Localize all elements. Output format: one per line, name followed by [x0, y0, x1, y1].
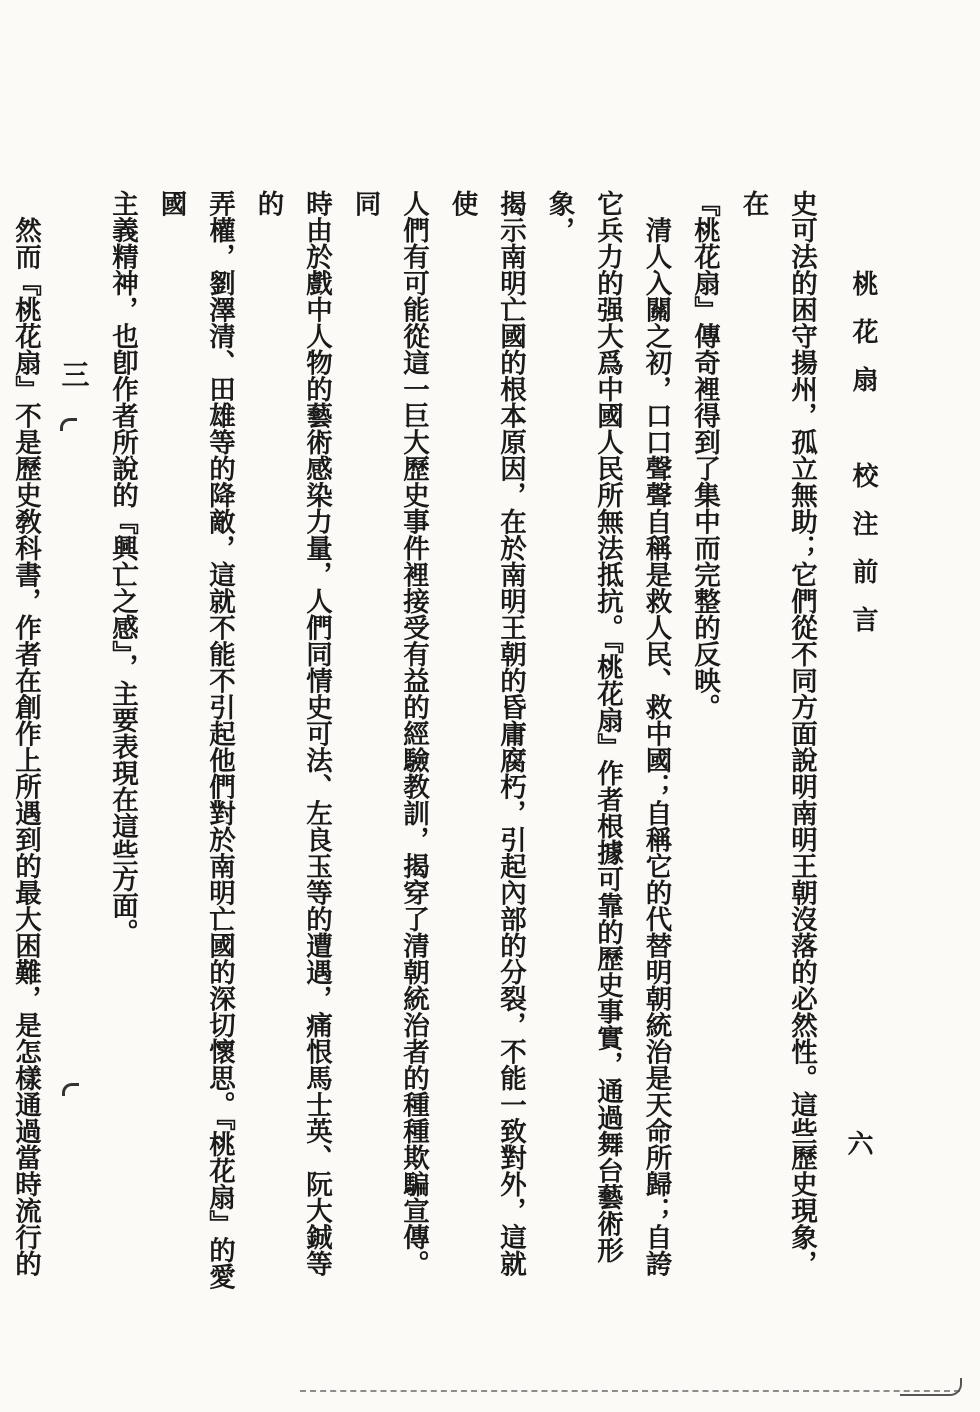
text-line: 清人入關之初，口口聲聲自稱是救人民、救中國；自稱它的代替明朝統治是天命所歸；自誇	[640, 190, 672, 1277]
page-number: 六	[843, 1130, 873, 1156]
page-corner-curl	[900, 1378, 962, 1396]
text-line: 它兵力的强大爲中國人民所無法抵抗。『桃花扇』作者根據可靠的歷史事實，通過舞台藝術形象，	[543, 190, 623, 1264]
bottom-rule	[300, 1390, 960, 1392]
text-line: 人們有可能從這一巨大歷史事件裡接受有益的經驗教訓，揭穿了清朝統治者的種種欺騙宣傳。同	[349, 190, 429, 1277]
running-title: 桃花扇 校注前言	[848, 270, 878, 654]
text-line: 『桃花扇』傳奇裡得到了集中而完整的反映。	[689, 190, 720, 720]
text-line: 弄權，劉澤清、田雄等的降敵，這就不能不引起他們對於南明亡國的深切懷思。『桃花扇』的愛國	[155, 190, 235, 1290]
text-line: 時由於戲中人物的藝術感染力量，人們同情史可法、左良玉等的遭遇，痛恨馬士英、阮大鋮等的	[252, 190, 332, 1277]
margin-mark	[62, 1083, 79, 1096]
section-number: 三	[57, 360, 91, 388]
text-line	[0, 190, 1, 1300]
margin-mark	[60, 418, 77, 431]
text-line: 史可法的困守揚州，孤立無助；它們從不同方面說明南明王朝沒落的必然性。這些歷史現象，在	[737, 190, 817, 1277]
text-line: 主義精神，也卽作者所說的『興亡之感』，主要表現在這些方面。	[107, 190, 138, 946]
body-text	[0, 190, 825, 1300]
text-line: 然而『桃花扇』不是歷史敎科書，作者在創作上所遇到的最大困難，是怎樣通過當時流行的	[10, 190, 41, 1277]
text-line: 揭示南明亡國的根本原因，在於南明王朝的昏庸腐朽，引起內部的分裂，不能一致對外，這就使	[446, 190, 526, 1277]
